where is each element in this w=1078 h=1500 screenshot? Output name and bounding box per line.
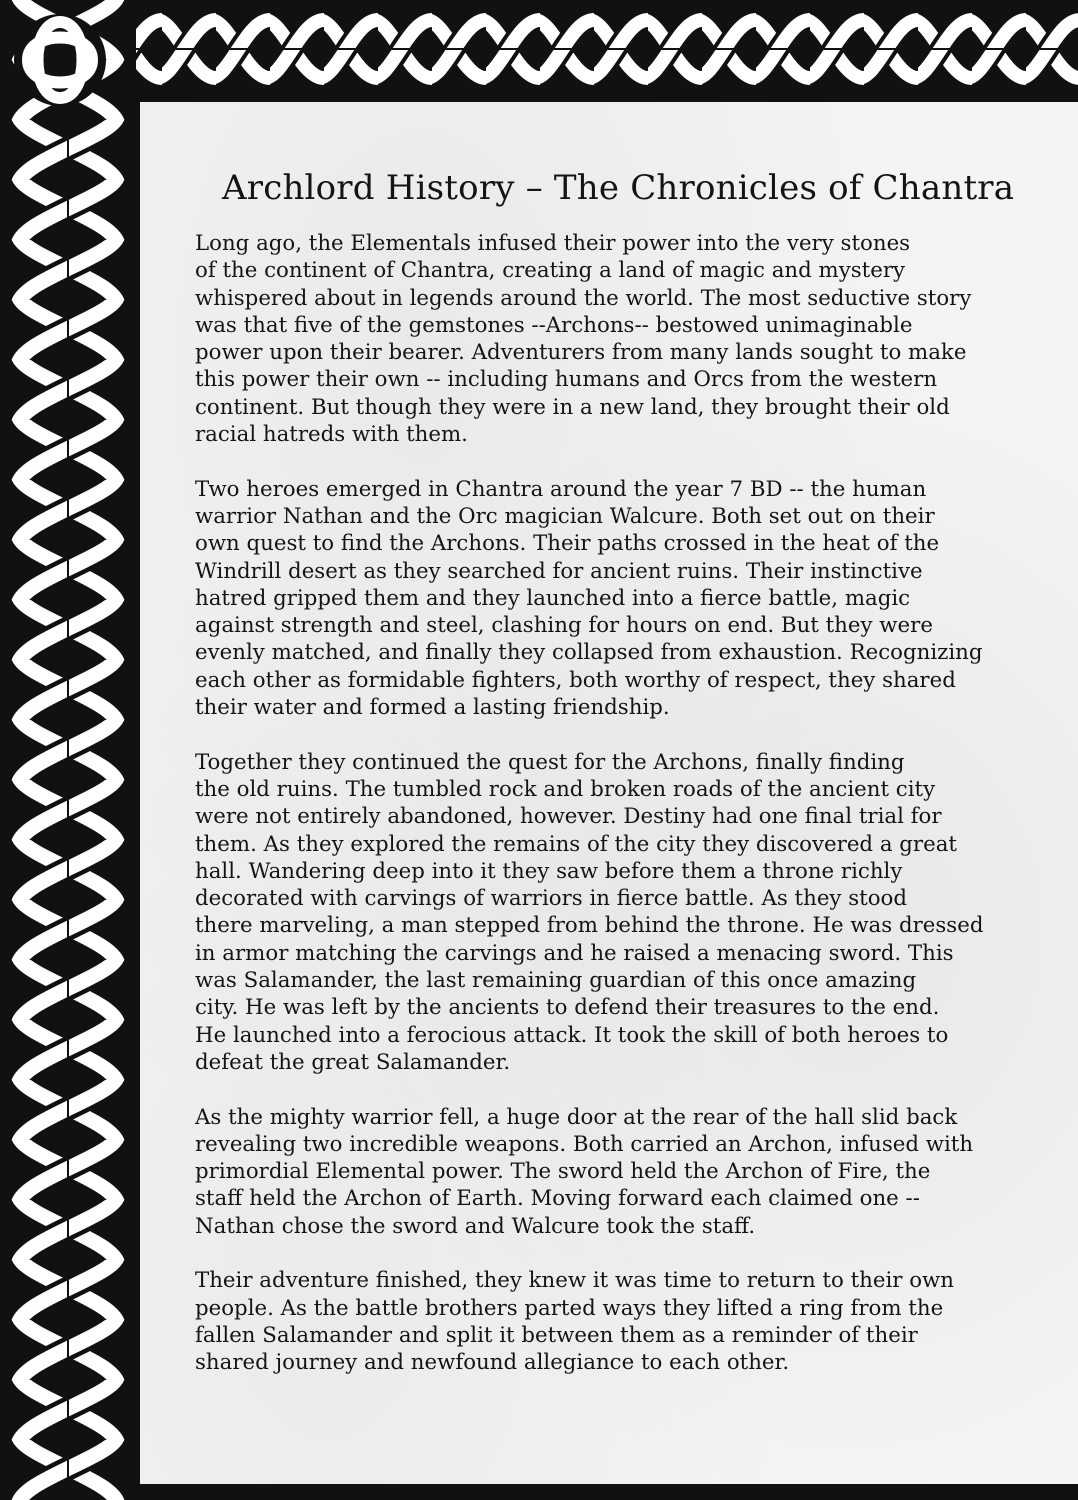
text-line: revealing two incredible weapons. Both carried an Archon, infused with xyxy=(195,1131,974,1157)
text-line: was Salamander, the last remaining guardian of this once amazing xyxy=(195,968,917,994)
text-line: the old ruins. The tumbled rock and broken roads of the ancient city xyxy=(195,776,936,802)
text-line: continent. But though they were in a new land, they brought their old xyxy=(195,394,950,420)
text-line: there marveling, a man stepped from behind the throne. He was dressed xyxy=(195,913,984,939)
text-line: power upon their bearer. Adventurers from many lands sought to make xyxy=(195,340,967,366)
text-line: was that five of the gemstones --Archons-- bestowed unimaginable xyxy=(195,312,913,338)
text-line: in armor matching the carvings and he raised a menacing sword. This xyxy=(195,940,954,966)
paragraph-3 xyxy=(195,749,1055,1077)
text-line: staff held the Archon of Earth. Moving forward each claimed one -- xyxy=(195,1186,920,1212)
text-line: Long ago, the Elementals infused their power into the very stones xyxy=(195,231,911,256)
text-line: hall. Wandering deep into it they saw before them a throne richly xyxy=(195,858,903,884)
text-line: primordial Elemental power. The sword held the Archon of Fire, the xyxy=(195,1159,931,1185)
paragraph-2 xyxy=(195,476,1055,722)
bottom-border-edge xyxy=(136,1484,1078,1500)
text-line: against strength and steel, clashing for hours on end. But they were xyxy=(195,613,933,639)
left-knot-band xyxy=(0,0,136,1500)
text-line: fallen Salamander and split it between them as a reminder of their xyxy=(195,1322,918,1348)
text-line: each other as formidable fighters, both worthy of respect, they shared xyxy=(195,667,956,693)
text-line: hatred gripped them and they launched into a fierce battle, magic xyxy=(195,585,911,611)
paragraph-1 xyxy=(195,230,1055,448)
text-line: As the mighty warrior fell, a huge door at the rear of the hall slid back xyxy=(195,1104,958,1130)
text-line: own quest to find the Archons. Their paths crossed in the heat of the xyxy=(195,531,940,557)
text-line: racial hatreds with them. xyxy=(195,422,468,448)
text-line: decorated with carvings of warriors in fierce battle. As they stood xyxy=(195,886,907,912)
text-line: people. As the battle brothers parted ways they lifted a ring from the xyxy=(195,1295,944,1321)
text-line: Windrill desert as they searched for ancient ruins. Their instinctive xyxy=(195,558,923,584)
text-line: this power their own -- including humans and Orcs from the western xyxy=(195,367,938,393)
top-knot-band xyxy=(0,0,1078,98)
paragraph-5 xyxy=(195,1267,1055,1376)
text-line: their water and formed a lasting friendship. xyxy=(195,695,670,721)
page-title: Archlord History – The Chronicles of Chantra xyxy=(222,168,1015,208)
story-text xyxy=(195,230,1055,1404)
text-line: defeat the great Salamander. xyxy=(195,1049,511,1075)
text-line: Together they continued the quest for the Archons, finally finding xyxy=(195,749,905,775)
text-line: Two heroes emerged in Chantra around the year 7 BD -- the human xyxy=(195,476,927,502)
text-line: Nathan chose the sword and Walcure took the staff. xyxy=(195,1213,756,1239)
text-line: city. He was left by the ancients to defend their treasures to the end. xyxy=(195,995,940,1021)
text-line: warrior Nathan and the Orc magician Walcure. Both set out on their xyxy=(195,503,935,529)
text-line: He launched into a ferocious attack. It took the skill of both heroes to xyxy=(195,1022,949,1048)
paragraph-4 xyxy=(195,1104,1055,1240)
text-line: were not entirely abandoned, however. Destiny had one final trial for xyxy=(195,804,942,830)
text-line: whispered about in legends around the world. The most seductive story xyxy=(195,285,972,311)
text-line: of the continent of Chantra, creating a land of magic and mystery xyxy=(195,258,906,284)
text-line: them. As they explored the remains of the city they discovered a great xyxy=(195,831,957,857)
text-line: shared journey and newfound allegiance to each other. xyxy=(195,1350,790,1376)
text-line: Their adventure finished, they knew it was time to return to their own xyxy=(195,1268,954,1294)
text-line: evenly matched, and finally they collapsed from exhaustion. Recognizing xyxy=(195,640,983,666)
